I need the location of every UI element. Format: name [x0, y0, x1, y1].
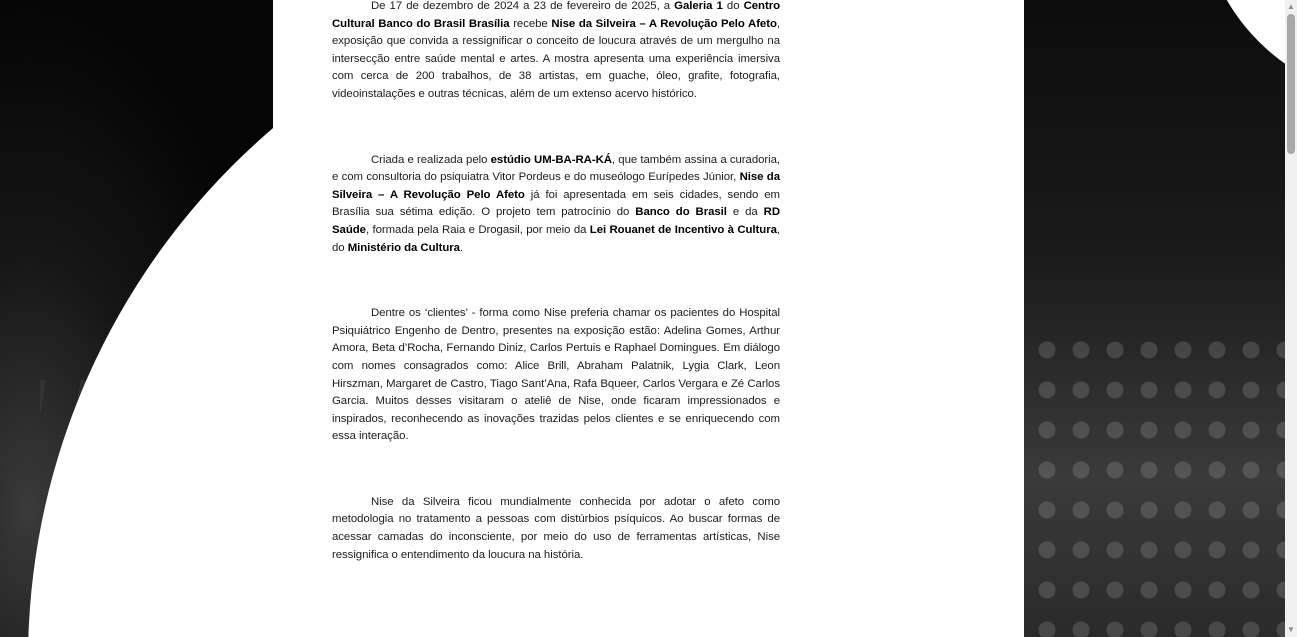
- article-bold-text: estúdio UM-BA-RA-KÁ: [490, 153, 612, 166]
- page-scrollbar[interactable]: [1285, 0, 1297, 637]
- article-bold-text: RD Saúde: [332, 206, 781, 236]
- background-right-texture: [1030, 330, 1285, 637]
- article-text: do: [722, 0, 744, 12]
- article-text: , que também assina a curadoria, e com consultoria do psiquiatra Vitor Pordeus e do museólogo Eurípedes Júnior,: [332, 153, 781, 184]
- article-bold-text: Ministério da Cultura: [347, 241, 460, 254]
- article-paragraph-3: [332, 305, 780, 446]
- article-text: já foi apresentada em seis cidades, sendo em Brasília sua sétima edição. O projeto tem patrocínio do: [332, 188, 780, 219]
- scroll-down-icon[interactable]: ▼: [1287, 625, 1295, 634]
- article-bold-text: Nise da Silveira – A Revolução Pelo Afeto: [332, 171, 780, 201]
- article-text: Dentre os ‘clientes’ - forma como Nise preferia chamar os pacientes do Hospital Psiquiátrico Engenho de Dentro, presentes na exposição estão: Adelina Gomes, Arthur Amora, Beta d’Rocha, Fernando Diniz, Carlos Pertuis e Raphael Domingues. Em diálogo com nomes consagrados como: Alice Brill, Abraham Palatnik, Lygia Clark, Leon Hirszman, Margaret de Castro, Tiago Sant’Ana, Rafa Bqueer, Carlos Vergara e Zé Carlos Garcia. Muitos desses visitaram o ateliê de Nise, onde ficaram impressionados e inspirados, reconhecendo as inovações trazidas pelos clientes e se enriquecendo com essa interação.: [332, 307, 780, 443]
- article-body: [332, 0, 780, 612]
- article-text: De 17 de dezembro de 2024 a 23 de fevereiro de 2025, a: [371, 0, 675, 12]
- article-paragraph-2: [332, 152, 780, 258]
- article-paragraph-1: [332, 0, 780, 104]
- article-bold-text: Centro Cultural Banco do Brasil Brasília: [332, 0, 780, 30]
- article-bold-text: Galeria 1: [674, 0, 723, 12]
- article-text: Criada e realizada pelo: [371, 153, 491, 166]
- article-paragraph-4: [332, 494, 780, 564]
- article-bold-text: Nise da Silveira – A Revolução Pelo Afeto: [551, 17, 777, 30]
- article-bold-text: Banco do Brasil: [635, 206, 727, 219]
- scrollbar-thumb[interactable]: [1287, 14, 1295, 154]
- article-text: , formada pela Raia e Drogasil, por meio da: [365, 223, 590, 236]
- article-text: e da: [726, 206, 764, 219]
- article-bold-text: Lei Rouanet de Incentivo à Cultura: [589, 223, 777, 236]
- article-page: [273, 0, 1024, 637]
- scroll-up-icon[interactable]: ▲: [1287, 2, 1295, 11]
- article-text: recebe: [509, 17, 552, 30]
- article-text: , exposição que convida a ressignificar o conceito de loucura através de um mergulho na intersecção entre saúde mental e artes. A mostra apresenta uma experiência imersiva com cerca de 200 trabalhos, de 38 artistas, em guache, óleo, grafite, fotografia, videoinstalações e outras técnicas, além de um extenso acervo histórico.: [332, 17, 780, 100]
- article-text: Nise da Silveira ficou mundialmente conhecida por adotar o afeto como metodologia no tratamento a pessoas com distúrbios psíquicos. Ao buscar formas de acessar camadas do inconsciente, por meio do uso de ferramentas artísticas, Nise ressignifica o entendimento da loucura na história.: [332, 495, 780, 561]
- article-text: .: [459, 241, 464, 254]
- article-text: , do: [332, 223, 780, 254]
